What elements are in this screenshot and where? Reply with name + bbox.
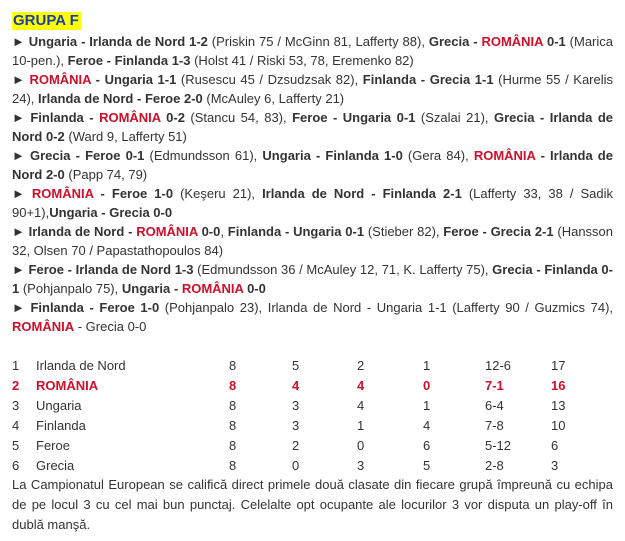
match (12, 319, 146, 334)
match-text: ROMÂNIA (473, 148, 536, 163)
match-text: 1-1 (152, 72, 177, 87)
match-text: - (532, 262, 545, 277)
standings-cell-goals: 7-8 (485, 417, 504, 433)
standings-cell-goals: 2-8 (485, 457, 504, 473)
standings-cell-l: 4 (423, 417, 431, 433)
match-text: 0-1 (341, 224, 365, 239)
arrow-bullet-icon: ► (12, 72, 30, 87)
match-detail: (Edmundsson 61), (144, 148, 263, 163)
match-text: - (63, 262, 76, 277)
match-text: ROMÂNIA (181, 281, 244, 296)
match-text: ROMÂNIA (136, 224, 198, 239)
match-detail: (Ward 9, Lafferty 51) (64, 129, 187, 144)
match-text: Irlanda de Nord (89, 34, 186, 49)
match-text: Ungaria (121, 281, 171, 296)
match (30, 110, 292, 125)
standings-cell-pos: 3 (12, 397, 20, 413)
match-text: 0-0 (149, 205, 173, 220)
match-detail: , (220, 224, 228, 239)
standings-row (12, 355, 591, 375)
standings-cell-team: Irlanda de Nord (36, 357, 126, 373)
match-text: Feroe (85, 148, 121, 163)
standings-cell-w: 2 (292, 437, 300, 453)
match-text: - (364, 186, 383, 201)
round-1 (12, 32, 613, 70)
match-text: Feroe (67, 53, 104, 68)
match (32, 186, 262, 201)
match-text: - (281, 224, 294, 239)
match-text: Feroe (99, 300, 135, 315)
match-text: 1-0 (378, 148, 403, 163)
match-text: Finlanda (325, 148, 379, 163)
arrow-bullet-icon: ► (12, 148, 30, 163)
standings-cell-p: 8 (229, 397, 237, 413)
match-text: ROMÂNIA (31, 186, 94, 201)
standings-cell-team: Ungaria (36, 397, 82, 413)
standings-cell-pts: 3 (551, 457, 559, 473)
match-text: Ungaria (342, 110, 392, 125)
match (38, 91, 344, 106)
match-text: ROMÂNIA (12, 319, 75, 334)
standings-cell-d: 4 (357, 397, 365, 413)
match (29, 224, 228, 239)
standings-cell-team: ROMÂNIA (36, 377, 99, 393)
match-text: 1-3 (168, 53, 191, 68)
match (228, 224, 444, 239)
match-text: - (83, 300, 100, 315)
standings-cell-w: 3 (292, 417, 300, 433)
match-text: 1-2 (185, 34, 208, 49)
match-text: Feroe (292, 110, 328, 125)
match-text: 1-0 (147, 186, 174, 201)
match-detail: (Gera 84), (402, 148, 474, 163)
standings-cell-goals: 12-6 (485, 357, 512, 373)
standings-cell-pos: 6 (12, 457, 20, 473)
standings-cell-l: 6 (423, 437, 431, 453)
match-text: Irlanda de Nord (28, 224, 125, 239)
standings-cell-w: 4 (292, 377, 300, 393)
standings-cell-d: 1 (357, 417, 365, 433)
match-text: 1-0 (134, 300, 160, 315)
match (268, 300, 613, 315)
match-text: 2-1 (531, 224, 554, 239)
match-detail: Irlanda de Nord - Ungaria 1-1 (267, 300, 447, 315)
standings-cell-pos: 1 (12, 357, 20, 373)
match-text: - (416, 72, 430, 87)
match-text: - (103, 53, 115, 68)
match-detail: (Rusescu 45 / Dzsudzsak 82), (176, 72, 363, 87)
match (122, 281, 266, 296)
standings-row (12, 435, 591, 455)
match-text: - (124, 224, 137, 239)
match-text: Ungaria (49, 205, 98, 220)
match-text: Irlanda de Nord (262, 186, 365, 201)
match-text: - (534, 110, 550, 125)
fixtures-list (12, 32, 613, 336)
standings-cell-d: 4 (357, 377, 365, 393)
match-text: Finlanda (114, 53, 169, 68)
round-7 (12, 260, 613, 298)
arrow-bullet-icon: ► (12, 224, 29, 239)
match-text: Irlanda de Nord (38, 91, 134, 106)
arrow-bullet-icon: ► (12, 186, 32, 201)
match-text: Feroe (443, 224, 479, 239)
match-detail: (Lafferty 33, 38 / Sadik 90+1), (12, 186, 614, 220)
standings-row (12, 455, 591, 475)
standings-table (12, 355, 591, 475)
standings-cell-w: 0 (292, 457, 300, 473)
standings-cell-d: 2 (357, 357, 365, 373)
match-text: Grecia (109, 205, 150, 220)
match-detail: (Keşeru 21), (173, 186, 263, 201)
match-text: Ungaria (262, 148, 311, 163)
standings-row (12, 375, 591, 395)
match-text: 0-1 (120, 148, 145, 163)
match-text: - (469, 34, 482, 49)
arrow-bullet-icon: ► (12, 34, 29, 49)
standings-cell-pos: 2 (12, 377, 20, 393)
standings-cell-team: Finlanda (36, 417, 86, 433)
standings-cell-p: 8 (229, 457, 237, 473)
match-text: 2-0 (180, 91, 203, 106)
standings-cell-p: 8 (229, 357, 237, 373)
standings-cell-pts: 17 (551, 357, 566, 373)
match-text: Grecia (30, 148, 71, 163)
arrow-bullet-icon: ► (12, 262, 29, 277)
match-detail: (Stieber 82), (364, 224, 444, 239)
match-text: - (170, 281, 182, 296)
match-text: - (93, 186, 112, 201)
standings-cell-w: 3 (292, 397, 300, 413)
match-text: Finlanda (30, 300, 84, 315)
match (29, 72, 362, 87)
standings-cell-l: 1 (423, 397, 431, 413)
standings-cell-pos: 5 (12, 437, 20, 453)
match-text: ROMÂNIA (29, 72, 92, 87)
match-text: - (70, 148, 86, 163)
round-8 (12, 298, 613, 336)
match-detail: (Marica 10-pen.), (12, 34, 613, 68)
match-text: Feroe (28, 262, 64, 277)
match-detail: (McAuley 6, Lafferty 21) (202, 91, 345, 106)
standings-cell-pts: 6 (551, 437, 559, 453)
match-detail: (Pohjanpalo 75), (19, 281, 122, 296)
match-text: - (77, 34, 90, 49)
standings-cell-w: 5 (292, 357, 300, 373)
match-text: ROMÂNIA (99, 110, 161, 125)
match (29, 262, 493, 277)
match-detail: (Hurme 55 / Karelis 24), (12, 72, 614, 106)
standings-cell-p: 8 (229, 437, 237, 453)
round-2 (12, 70, 613, 108)
match-text: - (133, 91, 145, 106)
match-text: 0-0 (197, 224, 221, 239)
match-text: 0-1 (391, 110, 416, 125)
match-text: - (97, 205, 110, 220)
match-text: Irlanda de Nord (12, 148, 613, 182)
round-5 (12, 184, 613, 222)
match-text: Ungaria (104, 72, 153, 87)
match-text: - (310, 148, 326, 163)
standings-cell-goals: 7-1 (485, 377, 504, 393)
match-text: Finlanda (227, 224, 282, 239)
qualification-note: La Campionatul European se califică direct primele două clasate din fiecare grupă împreună cu echipa de pe locul 3 cu cel mai bun punctaj. Celelalte opt ocupante ale locurilor 3 vor disputa un play-off în dublă manşă. (12, 477, 613, 532)
round-3 (12, 108, 613, 146)
match (292, 110, 494, 125)
group-title: GRUPA F (13, 12, 79, 29)
match-text: 0-2 (160, 110, 185, 125)
match-text: Grecia (492, 262, 533, 277)
match-text: Grecia (429, 72, 471, 87)
match-text: ROMÂNIA (481, 34, 544, 49)
match-text: Grecia (428, 34, 470, 49)
match-detail: (Holst 41 / Riski 53, 78, Eremenko 82) (190, 53, 414, 68)
match-text: 0-1 (543, 34, 566, 49)
standings-row (12, 395, 591, 415)
match (262, 148, 473, 163)
match-text: Ungaria (28, 34, 78, 49)
standings-cell-d: 3 (357, 457, 365, 473)
match-text: Finlanda (544, 262, 598, 277)
match (30, 300, 267, 315)
standings-cell-pts: 16 (551, 377, 566, 393)
match-text: Irlanda de Nord (12, 110, 613, 144)
match (68, 53, 414, 68)
standings-cell-team: Feroe (36, 437, 70, 453)
match-text: Feroe (144, 91, 181, 106)
match-text: Irlanda de Nord (75, 262, 172, 277)
match-detail: (Edmundsson 36 / McAuley 12, 71, K. Lafferty 75), (193, 262, 493, 277)
match-text: 1-1 (470, 72, 494, 87)
match-text: Feroe (111, 186, 148, 201)
match-text: - (327, 110, 343, 125)
match-text: 0-0 (243, 281, 266, 296)
standings-cell-pts: 10 (551, 417, 566, 433)
match-detail: (Pohjanpalo 23), (159, 300, 268, 315)
standings-cell-d: 0 (357, 437, 365, 453)
match-text: Finlanda (362, 72, 417, 87)
arrow-bullet-icon: ► (12, 110, 31, 125)
arrow-bullet-icon: ► (12, 300, 31, 315)
match-detail: - Grecia 0-0 (74, 319, 147, 334)
match-text: Grecia (493, 110, 535, 125)
match-detail: (Lafferty 90 / Guzmics 74), (446, 300, 614, 315)
match-detail: (Papp 74, 79) (64, 167, 148, 182)
match-text: Finlanda (30, 110, 84, 125)
match-text: - (478, 224, 491, 239)
standings-cell-goals: 6-4 (485, 397, 504, 413)
match-text: - (83, 110, 100, 125)
standings-cell-l: 1 (423, 357, 431, 373)
standings-row (12, 415, 591, 435)
match-text: Ungaria (293, 224, 342, 239)
round-4 (12, 146, 613, 184)
standings-cell-l: 0 (423, 377, 431, 393)
standings-cell-goals: 5-12 (485, 437, 512, 453)
standings-cell-p: 8 (229, 417, 237, 433)
match-text: 0-1 (12, 262, 613, 296)
match-text: 1-3 (171, 262, 194, 277)
match-text: 2-1 (436, 186, 462, 201)
standings-cell-pts: 13 (551, 397, 566, 413)
match-text: - (535, 148, 551, 163)
match-detail: (Hansson 32, Olsen 70 / Papastathopoulos 84) (12, 224, 614, 258)
match-text: 0-2 (42, 129, 65, 144)
match-text: - (91, 72, 105, 87)
round-6 (12, 222, 613, 260)
standings-cell-p: 8 (229, 377, 237, 393)
standings-cell-team: Grecia (36, 457, 75, 473)
standings-cell-l: 5 (423, 457, 431, 473)
match-text: Finlanda (382, 186, 437, 201)
match (49, 205, 172, 220)
match-detail: (Priskin 75 / McGinn 81, Lafferty 88), (207, 34, 429, 49)
match-detail: (Szalai 21), (415, 110, 494, 125)
match (30, 148, 262, 163)
match (29, 34, 429, 49)
match-text: 2-0 (42, 167, 65, 182)
standings-cell-pos: 4 (12, 417, 20, 433)
match-detail: (Stancu 54, 83), (184, 110, 293, 125)
match-text: Grecia (490, 224, 532, 239)
